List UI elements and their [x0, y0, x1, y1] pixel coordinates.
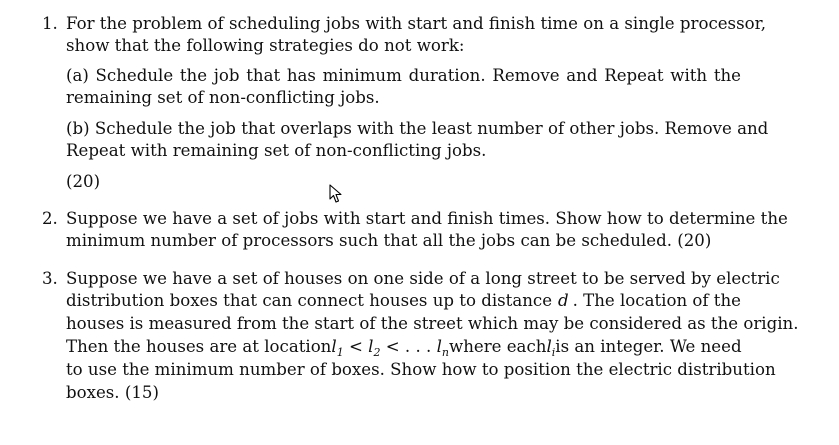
problem-1-line-2: show that the following strategies do not work: — [66, 36, 465, 55]
problem-3-line-2-text: distribution boxes that can connect houses up to distance — [66, 291, 553, 310]
problem-3-line-4-part-2: where each — [449, 337, 547, 356]
problem-3-line-3: houses is measured from the start of the street which may be considered as the origin. — [66, 314, 799, 333]
location-inequality: $l_1 < l_2$ < . . . $l_n$ — [331, 337, 449, 359]
problem-2-line-2: minimum number of processors such that all the jobs can be scheduled. (20) — [66, 231, 712, 250]
problem-2-number: 2. — [42, 209, 58, 228]
problem-3-line-5: to use the minimum number of boxes. Show how to position the electric distribution — [66, 360, 776, 379]
problem-1-line-1: For the problem of scheduling jobs with start and finish time on a single processor, — [66, 14, 766, 33]
problem-3-number: 3. — [42, 269, 58, 288]
problem-3-line-2-tail: . The location of the — [572, 291, 741, 310]
location-variable: $l_i$ — [546, 337, 556, 359]
problem-3-line-4-part-3: is an integer. We need — [555, 337, 742, 356]
mouse-pointer-icon — [329, 184, 343, 204]
problem-3-line-2 — [66, 291, 741, 311]
problem-1-part-a-line-1: (a) Schedule the job that has minimum duration. Remove and Repeat with the — [66, 66, 741, 85]
problem-1-part-b-line-2: Repeat with remaining set of non-conflicting jobs. — [66, 141, 487, 160]
problem-3-line-6: boxes. (15) — [66, 383, 159, 402]
problem-1-part-a-line-2: remaining set of non-conflicting jobs. — [66, 88, 380, 107]
problem-2-line-1: Suppose we have a set of jobs with start and finish times. Show how to determine the — [66, 209, 788, 228]
problem-1-points: (20) — [66, 172, 101, 191]
problem-3-line-1: Suppose we have a set of houses on one side of a long street to be served by electric — [66, 269, 780, 288]
problem-1-part-b-line-1: (b) Schedule the job that overlaps with the least number of other jobs. Remove and — [66, 119, 769, 138]
distance-variable: d — [558, 291, 569, 310]
problem-3-line-4-part-1: Then the houses are at location — [66, 337, 332, 356]
problem-1-number: 1. — [42, 14, 58, 33]
